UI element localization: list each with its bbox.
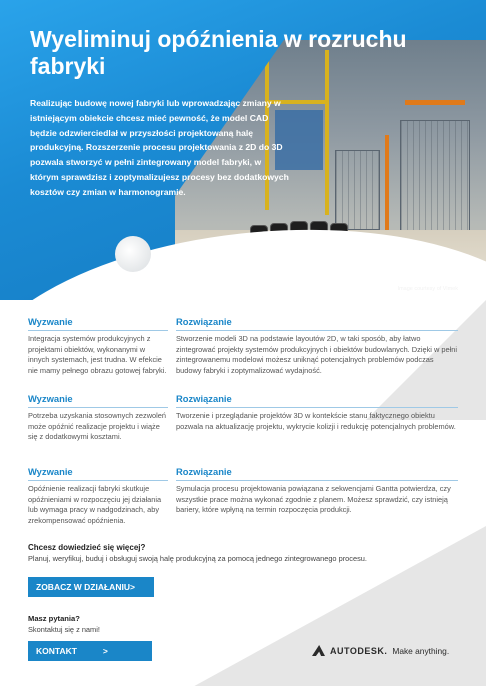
brand-tagline: Make anything. — [392, 645, 450, 656]
questions-heading: Masz pytania? — [28, 614, 80, 623]
solution-text: Stworzenie modeli 3D na podstawie layoutów 2D, w taki sposób, aby łatwo zintegrować projekty systemów produkcyjnych i obiektów budowlanych. Dzięki w pełni zintegrowanemu modelowi możesz uniknąć potencjalnych problemów podczas budowy fabryki i zoptymalizować wydajność. — [176, 334, 457, 375]
challenge-header: Wyzwanie — [28, 393, 168, 408]
challenge-header: Wyzwanie — [28, 466, 168, 481]
see-in-action-button[interactable]: ZOBACZ W DZIAŁANIU> — [28, 577, 154, 597]
autodesk-logo-icon — [312, 645, 325, 656]
contact-button[interactable] — [28, 641, 152, 661]
autodesk-brand — [312, 645, 449, 656]
learn-more-text: Planuj, weryfikuj, buduj i obsługuj swoją halę produkcyjną za pomocą jednego zintegrowanego procesu. — [28, 554, 367, 563]
image-credit: Image courtesy of Vimek — [397, 286, 458, 292]
solution-text: Tworzenie i przeglądanie projektów 3D w kontekście stanu faktycznego obiektu pozwala na aktualizację projektu, wykrycie kolizji i redukcję potencjalnych problemów. — [176, 411, 456, 431]
solution-header: Rozwiązanie — [176, 393, 458, 408]
contact-us-text: Skontaktuj się z nami! — [28, 625, 100, 634]
challenge-text: Potrzeba uzyskania stosownych zezwoleń może opóźnić realizacje projektu i wiąże się z dodatkowymi kosztami. — [28, 411, 167, 442]
learn-more-heading: Chcesz dowiedzieć się więcej? — [28, 543, 146, 552]
challenge-text: Opóźnienie realizacji fabryki skutkuje opóźnieniami w rozpoczęciu jej działania lub wymaga pracy w nadgodzinach, aby zrekompensować opóźnienia. — [28, 484, 162, 525]
page-title: Wyeliminuj opóźnienia w rozruchu fabryki — [30, 26, 407, 79]
brand-name: AUTODESK. — [330, 645, 388, 656]
solution-header: Rozwiązanie — [176, 316, 458, 331]
chevron-right-icon: > — [102, 646, 108, 656]
decorative-cylinder — [115, 236, 151, 272]
challenge-text: Integracja systemów produkcyjnych z projektami obiektów, wykonanymi w innych systemach, jest trudna. W efekcie nie mamy pełnego obrazu gotowej fabryki. — [28, 334, 167, 375]
challenge-header: Wyzwanie — [28, 316, 168, 331]
solution-header: Rozwiązanie — [176, 466, 458, 481]
hero-banner — [0, 0, 486, 300]
solution-text: Symulacja procesu projektowania powiązana z sekwencjami Gantta potwierdza, czy wszystkie prace można wykonać zgodnie z planem. Możesz sprawdzić, czy istnieją bariery, które wpłyną na termin rozpoczęcia produkcji. — [176, 484, 451, 515]
contact-button-label: KONTAKT — [36, 646, 77, 656]
hero-intro-text: Realizując budowę nowej fabryki lub wprowadzając zmiany w istniejącym obiekcie chcesz mieć pewność, że model CAD będzie odzwierciedlał w przyszłości projektowaną halę produkcyjną. Rozszerzenie procesu projektowania z 2D do 3D pozwala stworzyć w pełni zintegrowany model fabryki, w którym sprawdzisz i zoptymalizujesz procesy bez dodatkowych kosztów czy zmian w harmonogramie. — [30, 98, 289, 197]
